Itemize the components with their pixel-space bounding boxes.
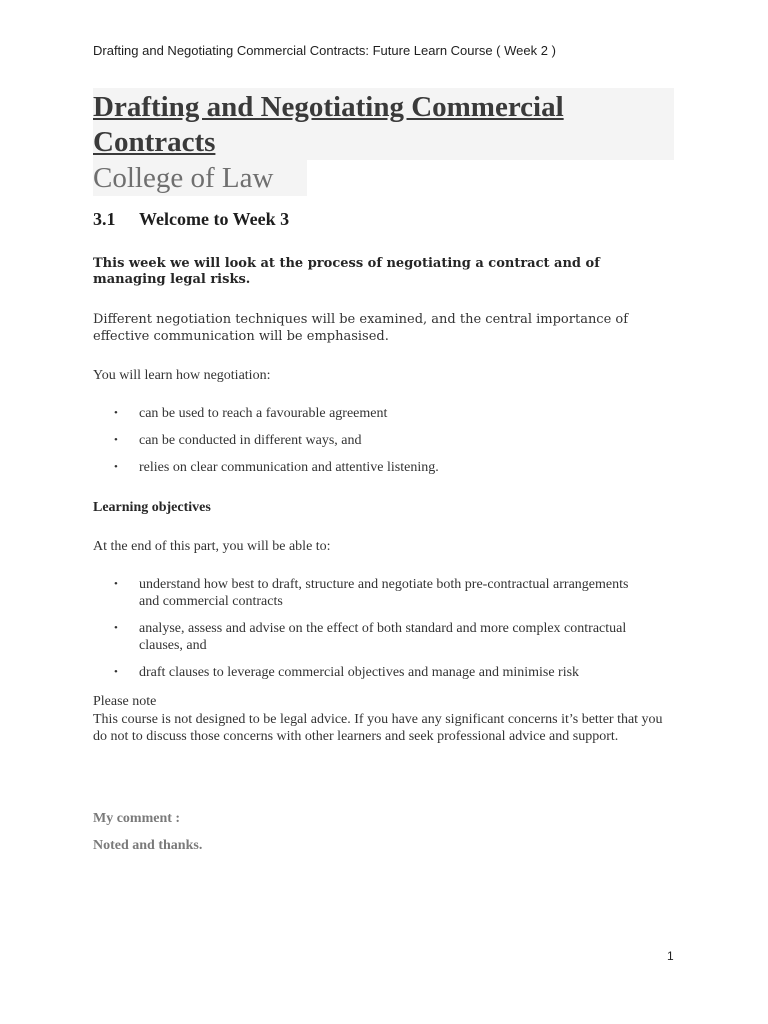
intro-lead: This week we will look at the process of negotiating a contract and of managing legal risks. [93,256,600,287]
intro-body: Different negotiation techniques will be examined, and the central importance of effective communication will be emphasised. [93,312,629,344]
bullet-icon: • [114,666,118,678]
list-item-text: draft clauses to leverage commercial objectives and manage and minimise risk [139,665,580,680]
list-intro: You will learn how negotiation: [93,368,271,383]
list-item-text: can be used to reach a favourable agreement [139,406,388,421]
list-item-text: understand how best to draft, structure and negotiate both pre-contractual arrangements and commercial contracts [139,577,629,609]
comment-text: Noted and thanks. [93,838,203,853]
page-number: 1 [667,949,674,963]
bullet-icon: • [114,578,118,590]
comment-label: My comment : [93,811,181,826]
document-title: Drafting and Negotiating Commercial Contracts [93,91,564,158]
negotiation-list [93,405,653,476]
section-heading [93,209,289,230]
list-item-text: analyse, assess and advise on the effect of both standard and more complex contractual clauses, and [139,621,627,653]
section-number: 3.1 [93,209,116,229]
bullet-icon: • [114,434,118,446]
list-item-text: relies on clear communication and attentive listening. [139,460,439,475]
note-label: Please note [93,694,157,709]
list-item [93,664,633,681]
running-header: Drafting and Negotiating Commercial Contracts: Future Learn Course ( Week 2 ) [93,43,556,58]
note-text: This course is not designed to be legal advice. If you have any significant concerns it’s better that you do not to discuss those concerns with other learners and seek professional advice and support. [93,712,663,744]
objectives-list [93,576,633,681]
bullet-icon: • [114,407,118,419]
section-title: Welcome to Week 3 [139,209,290,229]
list-item [93,459,653,476]
list-item-text: can be conducted in different ways, and [139,433,362,448]
list-item [93,405,653,422]
list-item [93,620,633,654]
list-item [93,576,633,610]
bullet-icon: • [114,461,118,473]
bullet-icon: • [114,622,118,634]
objectives-heading: Learning objectives [93,500,211,515]
list-item [93,432,653,449]
subtitle-block [93,160,307,196]
document-subtitle: College of Law [93,162,274,194]
title-block [93,88,674,160]
objectives-intro: At the end of this part, you will be able to: [93,539,331,554]
